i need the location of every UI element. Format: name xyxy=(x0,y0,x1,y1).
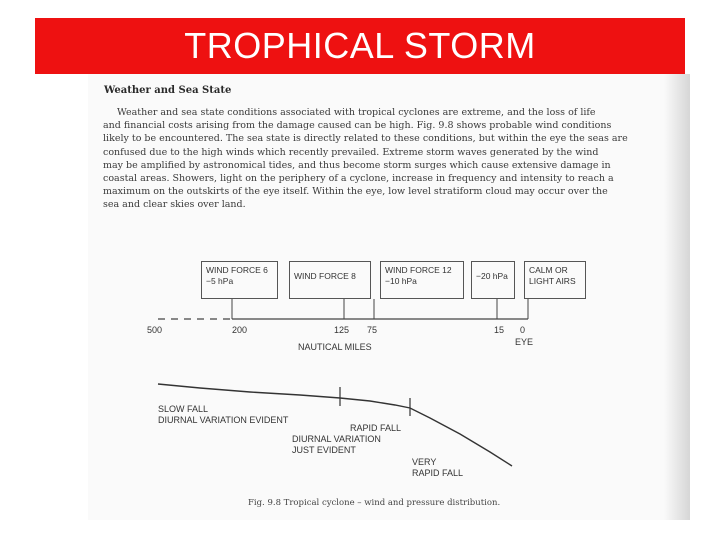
paragraph-line: confused due to the high winds which recently prevailed. Extreme storm waves generated by the wind xyxy=(103,146,599,158)
calm-box xyxy=(524,261,586,299)
tick-label: 0 xyxy=(520,325,526,335)
pressure-20-box xyxy=(471,261,515,299)
paragraph-line: coastal areas. Showers, light on the periphery of a cyclone, increase in frequency and intensity to reach a xyxy=(103,173,614,185)
section-heading: Weather and Sea State xyxy=(104,85,232,96)
annotation: DIURNAL VARIATION EVIDENT xyxy=(158,415,289,425)
tick-label: 200 xyxy=(232,325,248,335)
paragraph-line: Weather and sea state conditions associated with tropical cyclones are extreme, and the loss of life xyxy=(117,107,596,118)
tick-label: 500 xyxy=(147,325,163,335)
eye-label: EYE xyxy=(515,337,534,347)
wind-force-12-box xyxy=(380,261,464,299)
paragraph-line: maximum on the outskirts of the eye itself. Within the eye, low level stratiform cloud may occur over the xyxy=(103,186,608,198)
annotation: RAPID FALL xyxy=(412,468,464,478)
tick-label: 15 xyxy=(494,325,505,335)
box-label: WIND FORCE 12 xyxy=(385,265,452,275)
paragraph-line: sea and clear skies over land. xyxy=(103,199,246,211)
annotation: DIURNAL VARIATION xyxy=(292,434,381,444)
annotation: JUST EVIDENT xyxy=(292,445,356,455)
paragraph-line: may be amplified by astronomical tides, and thus become storm surges which cause extensive damage in xyxy=(103,159,611,171)
annotation: SLOW FALL xyxy=(158,404,209,414)
slide-title: TROPHICAL STORM xyxy=(184,25,536,66)
annotation: VERY xyxy=(412,457,437,467)
box-sublabel: LIGHT AIRS xyxy=(529,276,576,286)
tick-label: 125 xyxy=(334,325,350,335)
tick-label: 75 xyxy=(367,325,378,335)
box-label: WIND FORCE 8 xyxy=(294,271,356,281)
paragraph-line: and financial costs arising from the damage caused can be high. Fig. 9.8 shows probable wind conditions xyxy=(103,120,612,132)
annotation: RAPID FALL xyxy=(350,423,402,433)
box-sublabel: −5 hPa xyxy=(206,276,234,286)
wind-force-6-box xyxy=(201,261,278,299)
figure-caption: Fig. 9.8 Tropical cyclone – wind and pressure distribution. xyxy=(248,498,501,508)
box-sublabel: −10 hPa xyxy=(385,276,417,286)
box-label: CALM OR xyxy=(529,265,568,275)
box-label: WIND FORCE 6 xyxy=(206,265,268,275)
paragraph-line: likely to be encountered. The sea state is directly related to these conditions, but within the eye the seas are xyxy=(103,133,628,145)
wind-force-8-box xyxy=(289,261,371,299)
axis-label: NAUTICAL MILES xyxy=(298,342,372,352)
box-label: −20 hPa xyxy=(476,271,508,281)
